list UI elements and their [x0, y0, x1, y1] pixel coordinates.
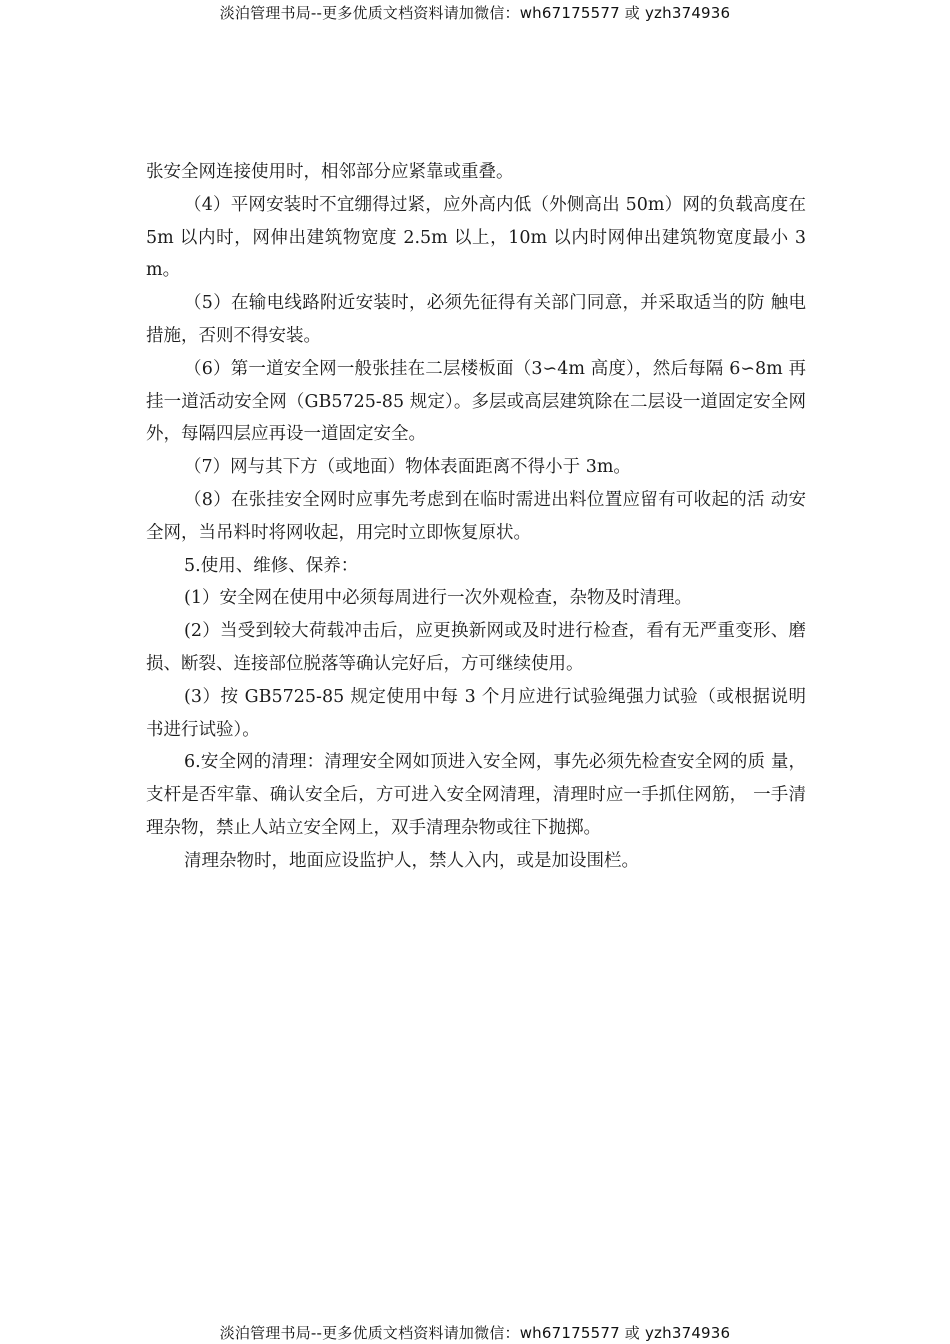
section-heading-5: 5.使用、维修、保养： [184, 555, 359, 576]
section-cleaning-6: 6.安全网的清理：清理安全网如顶进入安全网，事先必须先检查安全网的质 量，支杆是否牢靠、确认安全后，方可进入安全网清理，清理时应一手抓住网筋， 一手清理杂物，禁止人站立安全网上，双手清理杂物或往下抛掷。 [146, 752, 806, 838]
footer-banner: 淡泊管理书局--更多优质文档资料请加微信：wh67175577 或 yzh374936 [219, 1324, 731, 1342]
header-banner: 淡泊管理书局--更多优质文档资料请加微信：wh67175577 或 yzh374936 [219, 4, 731, 22]
paragraph-item-7: （7）网与其下方（或地面）物体表面距离不得小于 3m。 [184, 457, 631, 478]
paragraph-maintenance-3: (3）按 GB5725-85 规定使用中每 3 个月应进行试验绳强力试验（或根据说明书进行试验）。 [146, 686, 806, 740]
document-body [146, 156, 806, 878]
paragraph-maintenance-2: (2）当受到较大荷载冲击后，应更换新网或及时进行检查，看有无严重变形、磨损、断裂、连接部位脱落等确认完好后，方可继续使用。 [146, 621, 806, 674]
paragraph-maintenance-1: (1）安全网在使用中必须每周进行一次外观检查，杂物及时清理。 [184, 588, 692, 609]
paragraph-item-8: （8）在张挂安全网时应事先考虑到在临时需进出料位置应留有可收起的活 动安全网，当吊料时将网收起，用完时立即恢复原状。 [146, 489, 806, 543]
paragraph-cleaning-note: 清理杂物时，地面应设监护人，禁人入内，或是加设围栏。 [184, 850, 639, 871]
paragraph-continuation: 张安全网连接使用时，相邻部分应紧靠或重叠。 [146, 162, 514, 182]
paragraph-item-5: （5）在输电线路附近安装时，必须先征得有关部门同意，并采取适当的防 触电措施，否则不得安装。 [146, 293, 806, 346]
paragraph-item-4: （4）平网安装时不宜绷得过紧，应外高内低（外侧高出 50m）网的负载高度在 5m 以内时，网伸出建筑物宽度 2.5m 以上，10m 以内时网伸出建筑物宽度最小 3m。 [146, 194, 806, 281]
paragraph-item-6: （6）第一道安全网一般张挂在二层楼板面（3∽4m 高度），然后每隔 6∽8m 再挂一道活动安全网（GB5725-85 规定）。多层或高层建筑除在二层设一道固定安全网外，每隔四层应再设一道固定安全。 [146, 358, 806, 445]
